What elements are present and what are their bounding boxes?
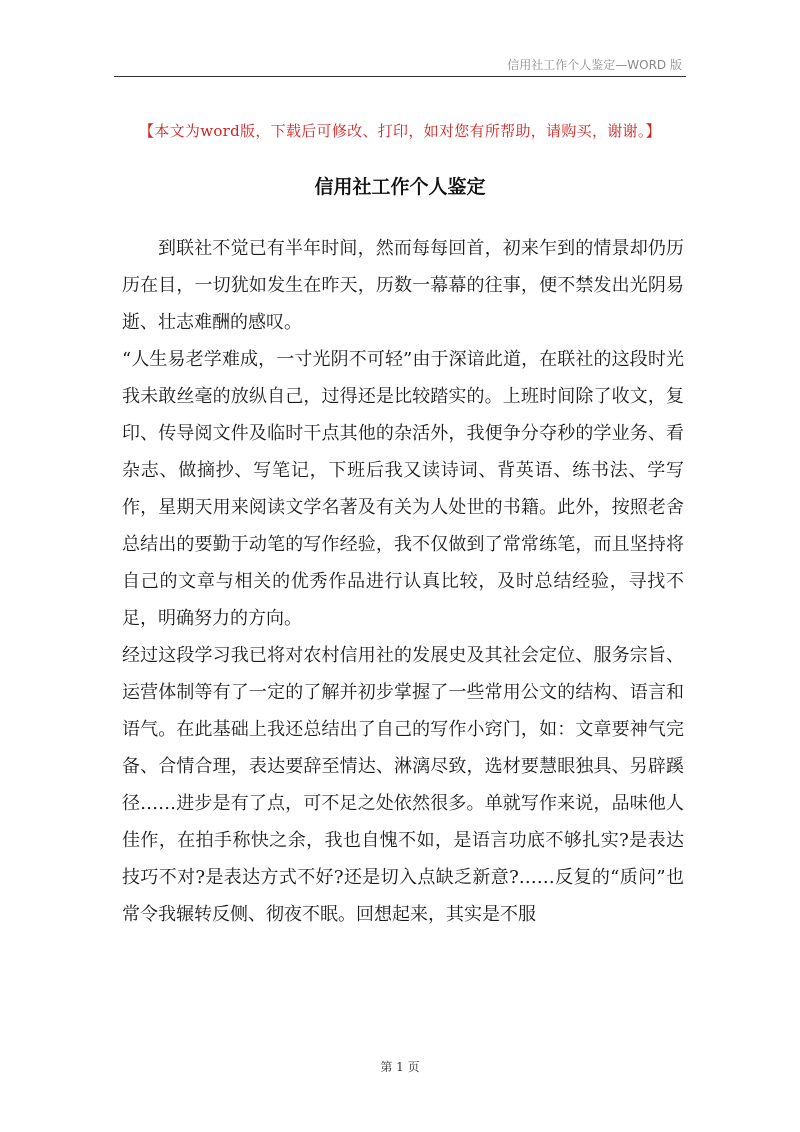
page-number: 第 1 页 (380, 1060, 420, 1074)
paragraph-1: 到联社不觉已有半年时间，然而每每回首，初来乍到的情景却仍历历在目，一切犹如发生在昨天，历数一幕幕的往事，便不禁发出光阴易逝、壮志难酬的感叹。 (122, 238, 684, 333)
paragraph-2: “人生易老学难成，一寸光阴不可轻”由于深谙此道，在联社的这段时光我未敢丝毫的放纵自己，过得还是比较踏实的。上班时间除了收文，复印、传导阅文件及临时干点其他的杂活外，我便争分夺秒的学业务、看杂志、做摘抄、写笔记，下班后我又读诗词、背英语、练书法、学写作，星期天用来阅读文学名著及有关为人处世的书籍。此外，按照老舍总结出的要勤于动笔的写作经验，我不仅做到了常常练笔，而且坚持将自己的文章与相关的优秀作品进行认真比较，及时总结经验，寻找不足，明确努力的方向。 (122, 349, 684, 629)
header-rule (114, 76, 686, 77)
download-notice: 【本文为word版，下载后可修改、打印，如对您有所帮助，请购买，谢谢。】 (139, 122, 661, 140)
document-body (122, 230, 684, 933)
document-title: 信用社工作个人鉴定 (314, 176, 486, 198)
running-header: 信用社工作个人鉴定—WORD 版 (507, 58, 682, 72)
paragraph-3: 经过这段学习我已将对农村信用社的发展史及其社会定位、服务宗旨、运营体制等有了一定的了解并初步掌握了一些常用公文的结构、语言和语气。在此基础上我还总结出了自己的写作小窍门，如：文章要神气完备、合情合理，表达要辞至情达、淋漓尽致，选材要慧眼独具、另辟蹊径……进步是有了点，可不足之处依然很多。单就写作来说，品味他人佳作，在拍手称快之余，我也自愧不如，是语言功底不够扎实?是表达技巧不对?是表达方式不好?还是切入点缺乏新意?……反复的“质问”也常令我辗转反侧、彻夜不眠。回想起来，其实是不服 (122, 645, 684, 925)
